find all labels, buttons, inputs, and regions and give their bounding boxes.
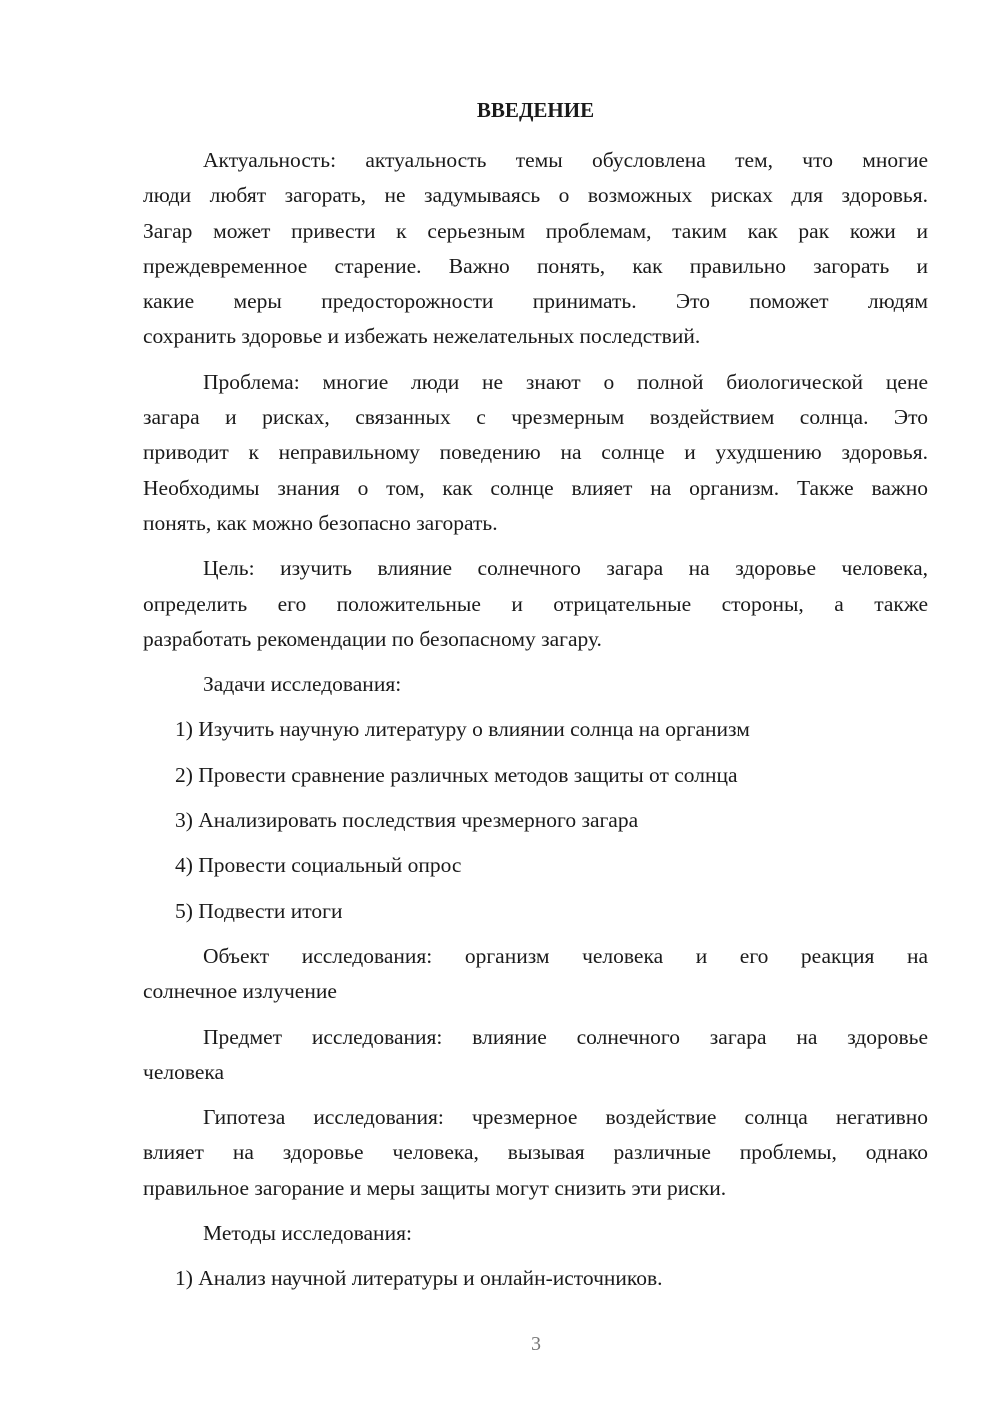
paragraph: [143, 551, 928, 657]
paragraph: [143, 143, 928, 355]
text-line: Предмет исследования: влияние солнечного загара на здоровье: [203, 1024, 928, 1049]
text-line: загара и рисках, связанных с чрезмерным воздействием солнца. Это: [143, 405, 928, 430]
text-line: Методы исследования:: [203, 1221, 412, 1246]
text-line: определить его положительные и отрицательные стороны, а также: [143, 591, 928, 616]
text-line: разработать рекомендации по безопасному загару.: [143, 626, 602, 651]
list-item: 5) Подвести итоги: [175, 898, 343, 923]
list-item: 2) Провести сравнение различных методов защиты от солнца: [175, 762, 738, 787]
list-item: 1) Изучить научную литературу о влиянии солнца на организм: [175, 717, 750, 742]
page-number: 3: [531, 1333, 541, 1355]
text-line: приводит к неправильному поведению на солнце и ухудшению здоровья.: [143, 440, 928, 465]
text-line: преждевременное старение. Важно понять, как правильно загорать и: [143, 253, 928, 278]
text-line: правильное загорание и меры защиты могут снизить эти риски.: [143, 1175, 727, 1200]
text-line: Актуальность: актуальность темы обусловлена тем, что многие: [203, 148, 928, 172]
text-line: какие меры предосторожности принимать. Это поможет людям: [143, 289, 928, 314]
list-item: 3) Анализировать последствия чрезмерного загара: [175, 808, 639, 833]
paragraph: [143, 1100, 928, 1206]
text-line: Гипотеза исследования: чрезмерное воздействие солнца негативно: [203, 1105, 928, 1130]
paragraph: [143, 1020, 928, 1091]
paragraph: [143, 1216, 928, 1251]
document-body: [143, 143, 928, 1297]
text-line: понять, как можно безопасно загорать.: [143, 510, 498, 535]
text-line: Задачи исследования:: [203, 672, 402, 697]
document-page: [143, 93, 928, 1307]
paragraph: [143, 365, 928, 541]
list-item: 4) Провести социальный опрос: [175, 853, 462, 878]
text-line: Проблема: многие люди не знают о полной биологической цене: [203, 369, 928, 394]
paragraph: [143, 667, 928, 702]
page-title: ВВЕДЕНИЕ: [476, 98, 595, 122]
text-line: влияет на здоровье человека, вызывая различные проблемы, однако: [143, 1140, 928, 1165]
text-line: солнечное излучение: [143, 979, 337, 1004]
text-line: сохранить здоровье и избежать нежелательных последствий.: [143, 324, 701, 349]
text-line: человека: [143, 1059, 225, 1084]
text-line: люди любят загорать, не задумываясь о возможных рисках для здоровья.: [143, 183, 928, 208]
text-line: Объект исследования: организм человека и его реакция на: [203, 943, 928, 968]
text-line: Необходимы знания о том, как солнце влияет на организм. Также важно: [143, 475, 928, 500]
text-line: Загар может привести к серьезным проблемам, таким как рак кожи и: [143, 218, 928, 243]
text-line: Цель: изучить влияние солнечного загара на здоровье человека,: [203, 556, 928, 581]
list-item: 1) Анализ научной литературы и онлайн-источников.: [175, 1266, 663, 1291]
paragraph: [143, 939, 928, 1010]
